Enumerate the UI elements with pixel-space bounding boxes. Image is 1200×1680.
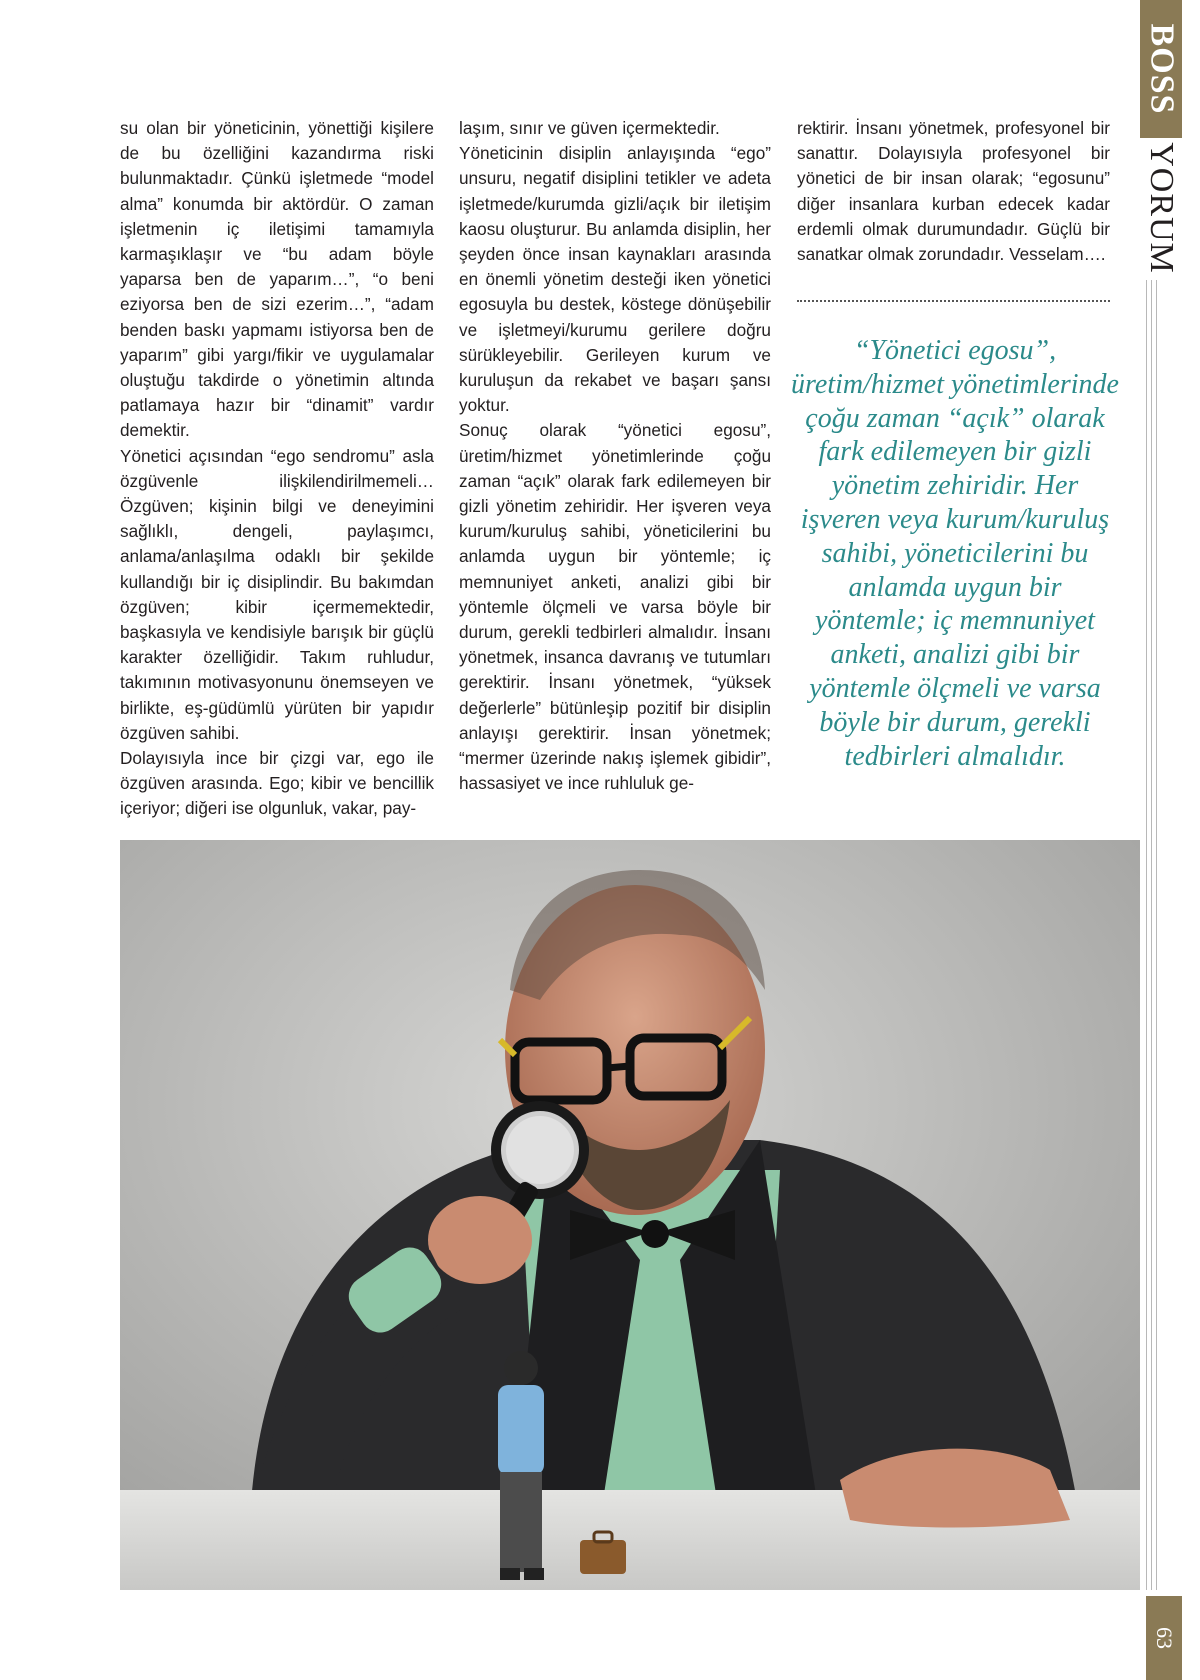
pull-quote: “Yönetici egosu”, üretim/hizmet yönetimlerinde çoğu zaman “açık” olarak fark edilemeyen bir gizli yönetim zehiridir. Her işveren veya kurum/kuruluş sahibi, yöneticilerini bu anlamda uygun bir yöntemle; iç memnuniyet anketi, analizi gibi bir yöntemle ölçmeli ve varsa böyle bir durum, gerekli tedbirleri almalıdır. — [791, 335, 1119, 772]
paragraph: laşım, sınır ve güven içermektedir. — [459, 118, 720, 138]
page-number: 63 — [1152, 1627, 1177, 1649]
paragraph: Yöneticinin disiplin anlayışında “ego” unsuru, negatif disiplini tetikler ve adeta işletmede/kurumda gizli/açık bir iletişim kaosu oluşturur. Bu anlamda disiplin, her şeyden önce insan kaynakları arasında en önemli yönetim desteği iken yönetici egosuyla bu destek, köstege dönüşebilir ve işletmeyi/kurumu gerilere doğru sürükleyebilir. Gerileyen kurum ve kuruluşun da rekabet ve başarı şansı yoktur. — [459, 143, 771, 416]
edge-rule — [1156, 280, 1157, 1590]
edge-rule — [1146, 280, 1147, 1590]
paragraph: su olan bir yöneticinin, yönettiği kişilere de bu özelliğini kazandırma riski bulunmaktadır. Çünkü işletmede “model alma” konumda bir aktördür. O zaman işletmenin iç iletişimi tamamıyla karmaşıklaşır ve “bu adam böyle yaparsa ben de yaparım…”, “o beni eziyorsa ben de sizi ezerim…”, “adam benden baskı yapmamı istiyorsa ben de yaparım” gibi yargı/fikir ve uygulamalar oluştuğu takdirde o yönetimin altında patlamaya hazır bir “dinamit” vardır demektir. — [120, 118, 434, 441]
article-column-2 — [459, 116, 771, 796]
dotted-divider — [797, 300, 1110, 302]
paragraph: rektirir. İnsanı yönetmek, profesyonel bir sanattır. Dolayısıyla profesyonel bir yönetici de bir insan olarak; “egosunu” diğer insanlara kurban edecek kadar erdemli olmak durumundadır. Güçlü bir sanatkar olmak zorundadır. Vesselam…. — [797, 118, 1110, 265]
paragraph: Yönetici açısından “ego sendromu” asla özgüvenle ilişkilendirilmemeli… Özgüven; kişinin bilgi ve deneyimini sağlıklı, dengeli, paylaşımcı, anlama/anlaşılma odaklı bir şekilde kullandığı bir iç disiplindir. Bu bakımdan özgüven; kibir içermemektedir, başkasıyla ve kendisiyle barışık bir güçlü karakter özelliğidir. Takım ruhludur, takımının motivasyonunu önemseyen ve birlikte, eş-güdümlü yürüten bir yapıdır özgüven sahibi. — [120, 445, 434, 743]
article-photo — [120, 840, 1140, 1590]
edge-rule — [1151, 280, 1152, 1590]
section-label: YORUM — [1143, 141, 1181, 274]
paragraph: Sonuç olarak “yönetici egosu”, üretim/hizmet yönetimlerinde çoğu zaman “açık” olarak fark edilemeyen bir gizli yönetim zehiridir. Her işveren veya kurum/kuruluş sahibi, yöneticilerini bu anlamda uygun bir yöntemle; iç memnuniyet anketi, analizi gibi bir yöntemle ölçmeli ve varsa böyle bir durum, gerekli tedbirleri almalıdır. İnsanı yönetmek, insanca davranış ve tutumları gerektirir. İnsanı yönetmek, “yüksek değerlerle” bütünleşip pozitif bir disiplin anlayışı gerektirir. İnsan yönetmek; “mermer üzerinde nakış işlemek gibidir”, hassasiyet ve ince ruhluluk ge- — [459, 420, 771, 794]
page-number-tab — [1146, 1596, 1182, 1680]
brand-logo: BOSS — [1143, 23, 1181, 115]
paragraph: Dolayısıyla ince bir çizgi var, ego ile özgüven arasında. Ego; kibir ve bencillik içeriyor; diğeri ise olgunluk, vakar, pay- — [120, 748, 434, 819]
article-column-1 — [120, 116, 434, 822]
article-column-3 — [797, 116, 1110, 267]
